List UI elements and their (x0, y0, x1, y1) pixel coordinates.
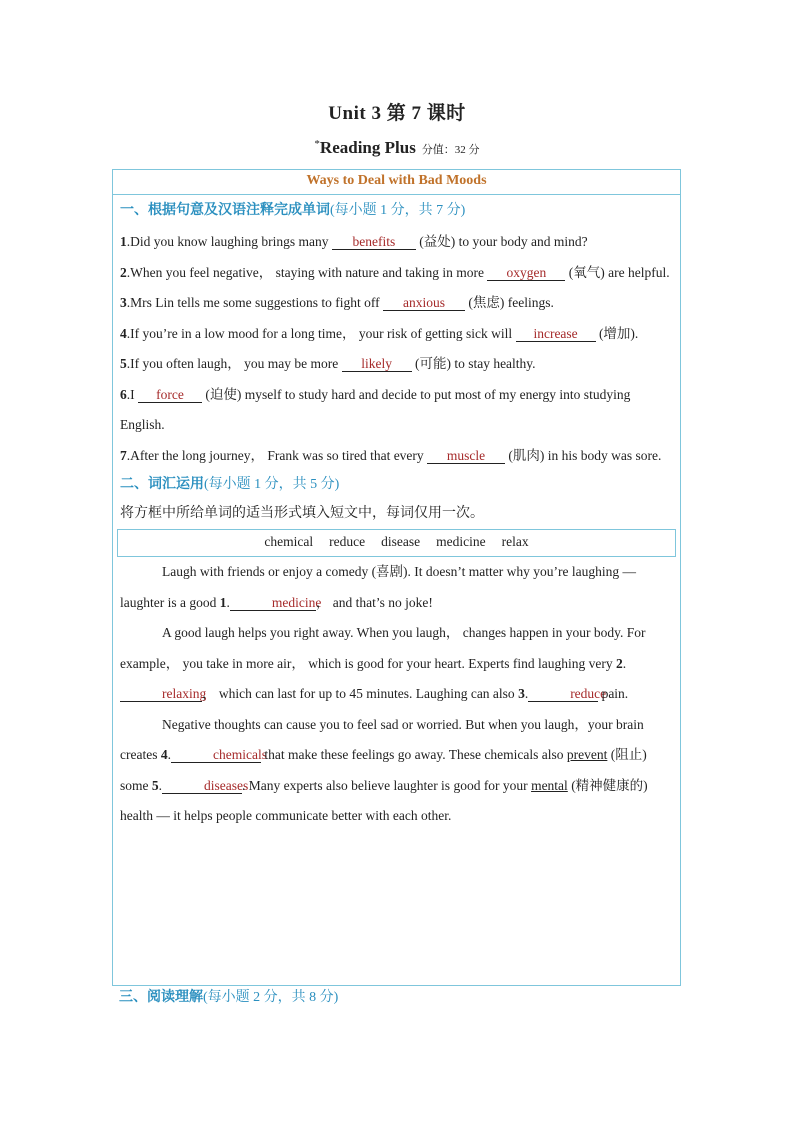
blank-number: 5 (151, 777, 159, 793)
word-option: disease (381, 534, 421, 549)
lesson-name: Reading Plus (319, 138, 416, 157)
passage-text: (阻止) some (120, 747, 647, 793)
question-text: (氧气) are helpful. (565, 264, 670, 280)
question-5 (120, 349, 673, 380)
word-option: medicine (436, 534, 486, 549)
section2-heading (120, 471, 673, 499)
blank-number: 1 (219, 594, 227, 610)
question-text: (焦虑) feelings. (465, 295, 554, 310)
answer-blank[interactable]: medicine (230, 595, 316, 611)
question-number: 4 (120, 325, 127, 341)
answer-blank[interactable]: benefits (332, 234, 416, 250)
underlined-word: prevent (566, 747, 608, 762)
blank-number: 4 (160, 747, 168, 762)
passage-text: . Many experts also believe laughter is good for your (242, 777, 532, 793)
passage-paragraph-3: Negative thoughts can cause you to feel sad or worried. But when you laugh，your brain creates 4. chemicals that make these feelings go away. These chemicals also prevent (阻止) some 5. diseases. Many experts also believe laughter is good for your mental (精神健康的) health — it helps people communicate better with each other. (120, 716, 648, 823)
passage-text: Laugh with friends or enjoy a comedy (喜剧). It doesn’t matter why you’re laughing — laughter is a good (120, 564, 637, 610)
exercise-box (112, 169, 681, 986)
question-text: .Mrs Lin tells me some suggestions to fight off (126, 295, 383, 310)
word-option: reduce (329, 534, 366, 549)
question-text: (迫使) myself to study hard and decide to put most of my energy into studying English. (120, 386, 631, 432)
passage-text: A good laugh helps you right away. When you laugh， changes happen in your body. For example， you take in more air， which is good for your heart. Experts find laughing very (120, 625, 646, 671)
page-title: Unit 3 第 7 课时 (328, 103, 466, 124)
answer-blank[interactable]: likely (342, 356, 412, 372)
question-6 (120, 380, 673, 441)
question-text: .When you feel negative， staying with nature and taking in more (126, 264, 488, 280)
question-number: 7 (120, 447, 127, 463)
question-2 (120, 258, 673, 289)
word-box (117, 529, 676, 557)
question-text: .I (126, 386, 138, 402)
answer-blank[interactable]: relaxing (120, 686, 202, 702)
score-label: 分值：32 分 (421, 144, 480, 156)
lesson-subtitle (0, 138, 794, 158)
passage-paragraph-2: A good laugh helps you right away. When you laugh， changes happen in your body. For example， you take in more air， which is good for your heart. Experts find laughing very 2.relaxing， which can last for up to 45 minutes. Laughing can also 3. reduce pain. (120, 625, 646, 701)
section1-note: (每小题 1 分，共 7 分) (330, 203, 466, 218)
blank-number: 2 (616, 655, 623, 671)
box-content (113, 195, 680, 832)
passage-text: pain. (598, 686, 629, 701)
question-number: 1 (120, 234, 127, 249)
question-1 (120, 227, 673, 258)
question-text: .If you’re in a low mood for a long time， your risk of getting sick will (126, 325, 516, 341)
section1-title: 一、根据句意及汉语注释完成单词 (120, 203, 330, 218)
answer-blank[interactable]: diseases (162, 778, 242, 794)
underlined-word: mental (531, 777, 568, 793)
question-text: .Did you know laughing brings many (126, 234, 332, 249)
section1-heading (120, 195, 673, 227)
section3-heading (119, 986, 338, 1006)
section2-title: 二、词汇运用 (120, 477, 204, 492)
question-number: 5 (120, 356, 127, 371)
passage-paragraph-1: Laugh with friends or enjoy a comedy (喜剧). It doesn’t matter why you’re laughing — laughter is a good 1. medicine， and that’s no joke! (120, 564, 637, 610)
question-number: 2 (120, 264, 127, 280)
section2-instruction: 将方框中所给单词的适当形式填入短文中，每词仅用一次。 (120, 506, 484, 521)
answer-blank[interactable]: anxious (383, 295, 465, 311)
passage-text: Negative thoughts can cause you to feel sad or worried. But when you laugh，your brain creates (120, 716, 644, 762)
optional-star: * (314, 138, 320, 150)
question-text: .After the long journey， Frank was so tired that every (126, 447, 428, 463)
answer-blank[interactable]: muscle (427, 448, 505, 464)
word-option: relax (501, 534, 529, 549)
section3-note: (每小题 2 分，共 8 分) (203, 990, 339, 1005)
answer-blank[interactable]: oxygen (487, 265, 565, 281)
box-title: Ways to Deal with Bad Moods (113, 170, 680, 195)
question-3 (120, 288, 673, 319)
question-number: 3 (120, 295, 127, 310)
question-7 (120, 441, 673, 472)
word-option: chemical (264, 534, 314, 549)
blank-number: 3 (518, 686, 525, 701)
question-text: (肌肉) in his body was sore. (505, 447, 662, 463)
section2-note: (每小题 1 分，共 5 分) (204, 477, 340, 492)
answer-blank[interactable]: increase (516, 326, 596, 342)
question-text: .If you often laugh， you may be more (126, 356, 342, 371)
passage-text: (精神健康的) health — it helps people communicate better with each other. (120, 777, 648, 823)
question-text: (益处) to your body and mind? (415, 234, 588, 249)
question-text: (增加). (595, 325, 639, 341)
section3-title: 三、阅读理解 (119, 990, 203, 1005)
question-4 (120, 319, 673, 350)
answer-blank[interactable]: reduce (528, 686, 598, 702)
question-text: (可能) to stay healthy. (411, 356, 536, 371)
passage-text: ， and that’s no joke! (315, 594, 433, 610)
answer-blank[interactable]: chemicals (171, 747, 261, 763)
passage-text: that make these feelings go away. These chemicals also (260, 747, 567, 762)
answer-blank[interactable]: force (138, 387, 202, 403)
question-number: 6 (120, 386, 127, 402)
passage-text: ， which can last for up to 45 minutes. Laughing can also (202, 686, 519, 701)
